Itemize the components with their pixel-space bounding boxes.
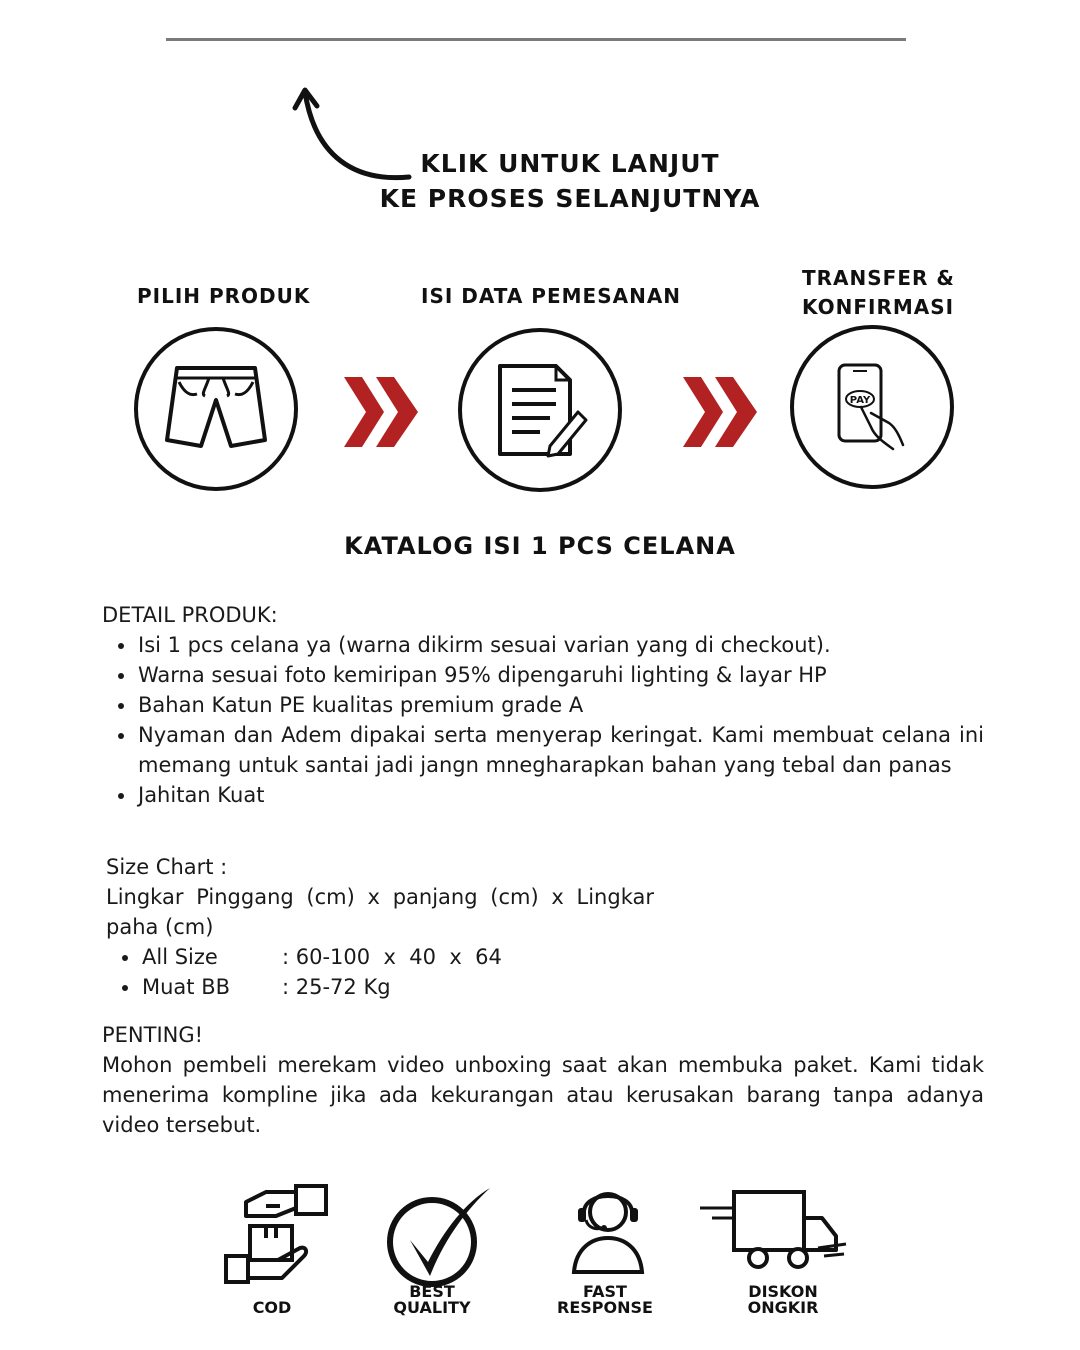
- step-circle-transfer: [790, 325, 954, 489]
- detail-heading: DETAIL PRODUK:: [102, 603, 278, 627]
- detail-item: Bahan Katun PE kualitas premium grade A: [102, 690, 984, 720]
- size-row-all-size: [106, 942, 654, 972]
- detail-item: Jahitan Kuat: [102, 780, 984, 810]
- step-label-transfer-line-2: KONFIRMASI: [802, 295, 955, 319]
- step-label-pilih-produk: PILIH PRODUK: [137, 284, 311, 308]
- size-row-value: : 25-72 Kg: [282, 975, 391, 999]
- step-circle-isi-data: [458, 328, 622, 492]
- badge-fast-response-line-1: FAST: [583, 1282, 627, 1301]
- hint-line-1: KLIK UNTUK LANJUT: [420, 149, 720, 178]
- delivery-truck-icon: [698, 1188, 848, 1272]
- size-row-muat-bb: [106, 972, 654, 1002]
- detail-item: Isi 1 pcs celana ya (warna dikirm sesuai varian yang di checkout).: [102, 630, 984, 660]
- size-chart-list: [106, 942, 654, 1002]
- cod-hand-box-icon: [222, 1182, 330, 1286]
- pay-text: PAY: [849, 395, 871, 406]
- badge-diskon-ongkir-line-1: DISKON: [748, 1282, 818, 1301]
- notice-heading: PENTING!: [102, 1023, 204, 1047]
- phone-pay-icon: [827, 357, 917, 457]
- badge-cod-label: COD: [252, 1298, 292, 1317]
- headset-support-icon: [568, 1184, 648, 1274]
- step-circle-pilih-produk: [134, 327, 298, 491]
- step-label-isi-data: ISI DATA PEMESANAN: [421, 284, 682, 308]
- detail-list: [102, 630, 984, 810]
- badge-fast-response-line-2: RESPONSE: [557, 1298, 653, 1317]
- document-pen-icon: [490, 360, 590, 460]
- notice-text: Mohon pembeli merekam video unboxing saat akan membuka paket. Kami tidak menerima kompline jika ada kekurangan atau kerusakan barang tanpa adanya video tersebut.: [102, 1053, 984, 1137]
- product-detail-section: [102, 600, 984, 810]
- size-row-label: All Size: [142, 945, 218, 969]
- step-label-transfer: [802, 264, 955, 322]
- badge-best-quality-line-1: BEST: [409, 1282, 455, 1301]
- catalog-title: KATALOG ISI 1 PCS CELANA: [344, 532, 736, 560]
- step-label-transfer-line-1: TRANSFER &: [802, 266, 955, 290]
- top-divider: [166, 38, 906, 41]
- notice-section: [102, 1020, 984, 1140]
- badge-best-quality: [382, 1284, 482, 1316]
- badge-cod: [222, 1300, 322, 1316]
- detail-item: Nyaman dan Adem dipakai serta menyerap keringat. Kami membuat celana ini memang untuk santai jadi jangn mnegharapkan bahan yang tebal dan panas: [102, 720, 984, 780]
- detail-item: Warna sesuai foto kemiripan 95% dipengaruhi lighting & layar HP: [102, 660, 984, 690]
- size-row-label: Muat BB: [142, 975, 231, 999]
- hint-line-2: KE PROSES SELANJUTNYA: [379, 184, 761, 213]
- double-chevron-right-icon: [342, 375, 420, 449]
- size-row-value: : 60-100 x 40 x 64: [282, 945, 502, 969]
- badge-fast-response: [552, 1284, 658, 1316]
- badge-diskon-ongkir: [730, 1284, 836, 1316]
- size-chart-desc: Lingkar Pinggang (cm) x panjang (cm) x Lingkar paha (cm): [106, 885, 654, 939]
- badge-diskon-ongkir-line-2: ONGKIR: [747, 1298, 819, 1317]
- badge-best-quality-line-2: QUALITY: [393, 1298, 471, 1317]
- shorts-icon: [161, 364, 271, 454]
- next-step-hint: [330, 146, 810, 216]
- size-chart-section: [106, 852, 654, 1002]
- check-badge-icon: [386, 1184, 494, 1290]
- double-chevron-right-icon-2: [681, 375, 759, 449]
- size-chart-heading: Size Chart :: [106, 855, 228, 879]
